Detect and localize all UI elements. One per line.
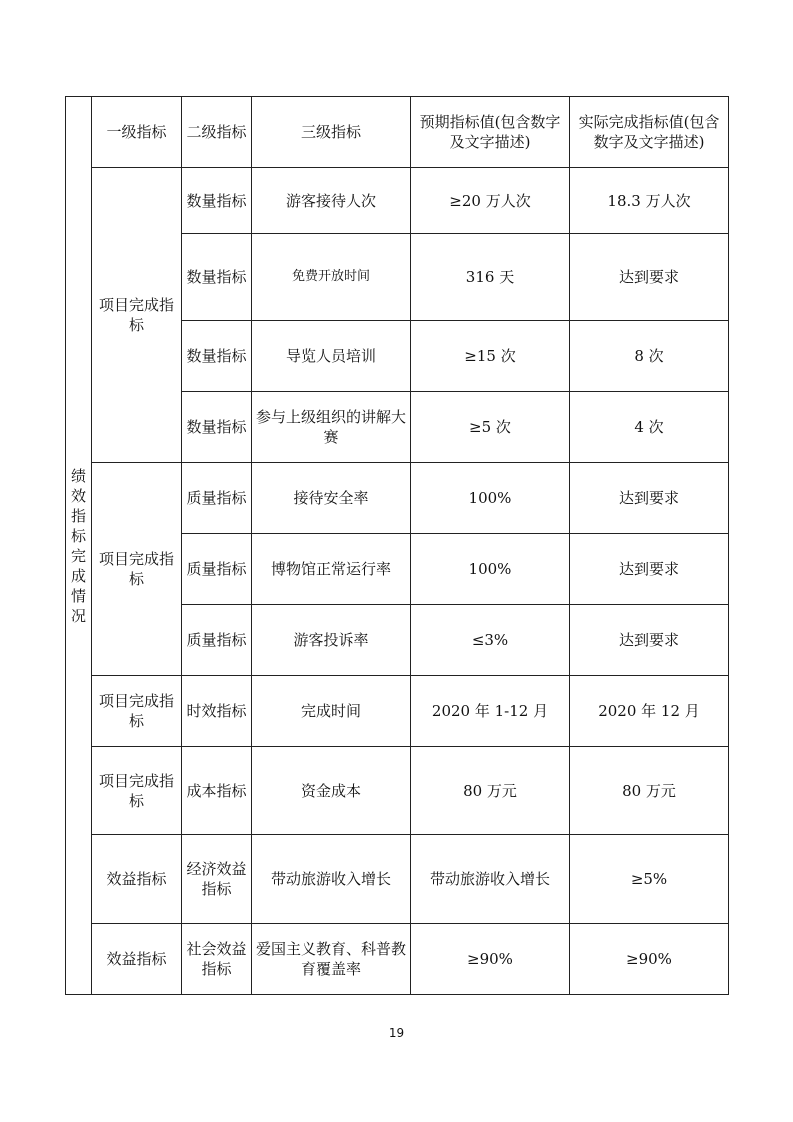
level3-cell: 资金成本: [252, 747, 411, 835]
group-label: 项目完成指标: [92, 747, 182, 835]
header-level2: 二级指标: [182, 97, 252, 168]
level2-cell: 社会效益指标: [182, 924, 252, 995]
level2-cell: 数量指标: [182, 321, 252, 392]
level3-cell: 完成时间: [252, 676, 411, 747]
level2-cell: 成本指标: [182, 747, 252, 835]
header-level1: 一级指标: [92, 97, 182, 168]
side-label-cell: [66, 97, 92, 995]
expected-cell: ≥15 次: [411, 321, 570, 392]
group-label: 效益指标: [92, 835, 182, 924]
expected-cell: ≥5 次: [411, 392, 570, 463]
actual-cell: 2020 年 12 月: [570, 676, 729, 747]
level3-cell: 免费开放时间: [252, 234, 411, 321]
level2-cell: 数量指标: [182, 392, 252, 463]
table-row: [66, 924, 729, 995]
table-row: [66, 747, 729, 835]
group-label: 项目完成指标: [92, 463, 182, 676]
side-label: 绩效指标完成情况: [70, 466, 86, 625]
actual-cell: 18.3 万人次: [570, 168, 729, 234]
table-row: [66, 168, 729, 234]
level3-cell: 参与上级组织的讲解大赛: [252, 392, 411, 463]
level2-cell: 质量指标: [182, 534, 252, 605]
level3-cell: 接待安全率: [252, 463, 411, 534]
expected-cell: 带动旅游收入增长: [411, 835, 570, 924]
expected-cell: 316 天: [411, 234, 570, 321]
table-row: [66, 835, 729, 924]
header-expected: 预期指标值(包含数字及文字描述): [411, 97, 570, 168]
level2-cell: 质量指标: [182, 463, 252, 534]
expected-cell: ≥90%: [411, 924, 570, 995]
table-row: [66, 676, 729, 747]
header-actual: 实际完成指标值(包含数字及文字描述): [570, 97, 729, 168]
actual-cell: 8 次: [570, 321, 729, 392]
level2-cell: 数量指标: [182, 234, 252, 321]
performance-indicator-table: [65, 96, 729, 995]
actual-cell: 4 次: [570, 392, 729, 463]
header-level3: 三级指标: [252, 97, 411, 168]
actual-cell: ≥5%: [570, 835, 729, 924]
actual-cell: 达到要求: [570, 234, 729, 321]
level3-cell: 带动旅游收入增长: [252, 835, 411, 924]
level3-cell: 游客投诉率: [252, 605, 411, 676]
actual-cell: 达到要求: [570, 534, 729, 605]
actual-cell: 达到要求: [570, 463, 729, 534]
group-label: 效益指标: [92, 924, 182, 995]
level3-cell: 爱国主义教育、科普教育覆盖率: [252, 924, 411, 995]
expected-cell: ≥20 万人次: [411, 168, 570, 234]
table-header-row: [66, 97, 729, 168]
level2-cell: 时效指标: [182, 676, 252, 747]
level2-cell: 质量指标: [182, 605, 252, 676]
group-label: 项目完成指标: [92, 168, 182, 463]
table-row: [66, 463, 729, 534]
level3-cell: 导览人员培训: [252, 321, 411, 392]
level3-cell: 游客接待人次: [252, 168, 411, 234]
level2-cell: 数量指标: [182, 168, 252, 234]
actual-cell: ≥90%: [570, 924, 729, 995]
page-number: 19: [388, 1026, 405, 1040]
expected-cell: 100%: [411, 463, 570, 534]
expected-cell: 80 万元: [411, 747, 570, 835]
expected-cell: 2020 年 1-12 月: [411, 676, 570, 747]
level2-cell: 经济效益指标: [182, 835, 252, 924]
level3-cell: 博物馆正常运行率: [252, 534, 411, 605]
expected-cell: 100%: [411, 534, 570, 605]
group-label: 项目完成指标: [92, 676, 182, 747]
actual-cell: 80 万元: [570, 747, 729, 835]
expected-cell: ≤3%: [411, 605, 570, 676]
actual-cell: 达到要求: [570, 605, 729, 676]
